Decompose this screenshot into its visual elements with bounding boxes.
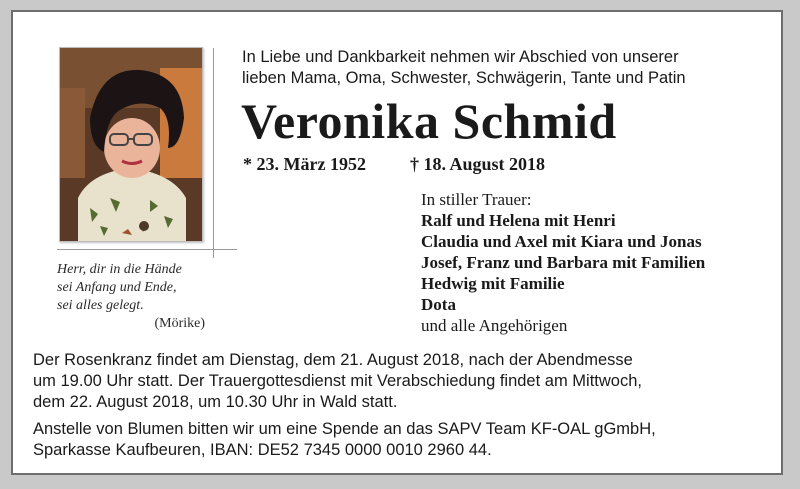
horizontal-divider bbox=[57, 249, 237, 250]
announcement-line: Der Rosenkranz findet am Dienstag, dem 21. August 2018, nach der Abendmesse bbox=[33, 351, 633, 369]
life-dates bbox=[243, 153, 546, 175]
portrait-photo bbox=[59, 47, 203, 242]
mourners-heading: In stiller Trauer: bbox=[421, 190, 532, 209]
donation-line: Sparkasse Kaufbeuren, IBAN: DE52 7345 0000 0010 2960 44. bbox=[33, 441, 492, 459]
announcement-line: um 19.00 Uhr statt. Der Trauergottesdienst mit Verabschiedung findet am Mittwoch, bbox=[33, 372, 642, 390]
quote-line: sei Anfang und Ende, bbox=[57, 280, 177, 295]
birth-date: * 23. März 1952 bbox=[243, 154, 366, 174]
quote-line: Herr, dir in die Hände bbox=[57, 262, 182, 277]
death-date: † 18. August 2018 bbox=[410, 154, 546, 174]
quote-line: sei alles gelegt. bbox=[57, 298, 144, 313]
mourners-list bbox=[421, 189, 705, 336]
intro-line: lieben Mama, Oma, Schwester, Schwägerin, Tante und Patin bbox=[242, 69, 686, 87]
mourner-entry: Ralf und Helena mit Henri bbox=[421, 211, 616, 230]
bible-quote bbox=[57, 261, 205, 333]
service-announcement bbox=[33, 350, 642, 413]
donation-line: Anstelle von Blumen bitten wir um eine Spende an das SAPV Team KF-OAL gGmbH, bbox=[33, 420, 656, 438]
deceased-name: Veronika Schmid bbox=[241, 93, 617, 149]
mourner-entry: Hedwig mit Familie bbox=[421, 274, 565, 293]
vertical-divider bbox=[213, 48, 214, 258]
announcement-line: dem 22. August 2018, um 10.30 Uhr in Wald statt. bbox=[33, 393, 398, 411]
quote-author: (Mörike) bbox=[154, 316, 205, 331]
donation-notice bbox=[33, 419, 656, 461]
mourners-closing: und alle Angehörigen bbox=[421, 316, 568, 335]
obituary-card bbox=[11, 10, 783, 475]
intro-text bbox=[242, 47, 686, 89]
intro-line: In Liebe und Dankbarkeit nehmen wir Abschied von unserer bbox=[242, 48, 679, 66]
mourner-entry: Dota bbox=[421, 295, 456, 314]
mourner-entry: Josef, Franz und Barbara mit Familien bbox=[421, 253, 706, 272]
mourner-entry: Claudia und Axel mit Kiara und Jonas bbox=[421, 232, 702, 251]
